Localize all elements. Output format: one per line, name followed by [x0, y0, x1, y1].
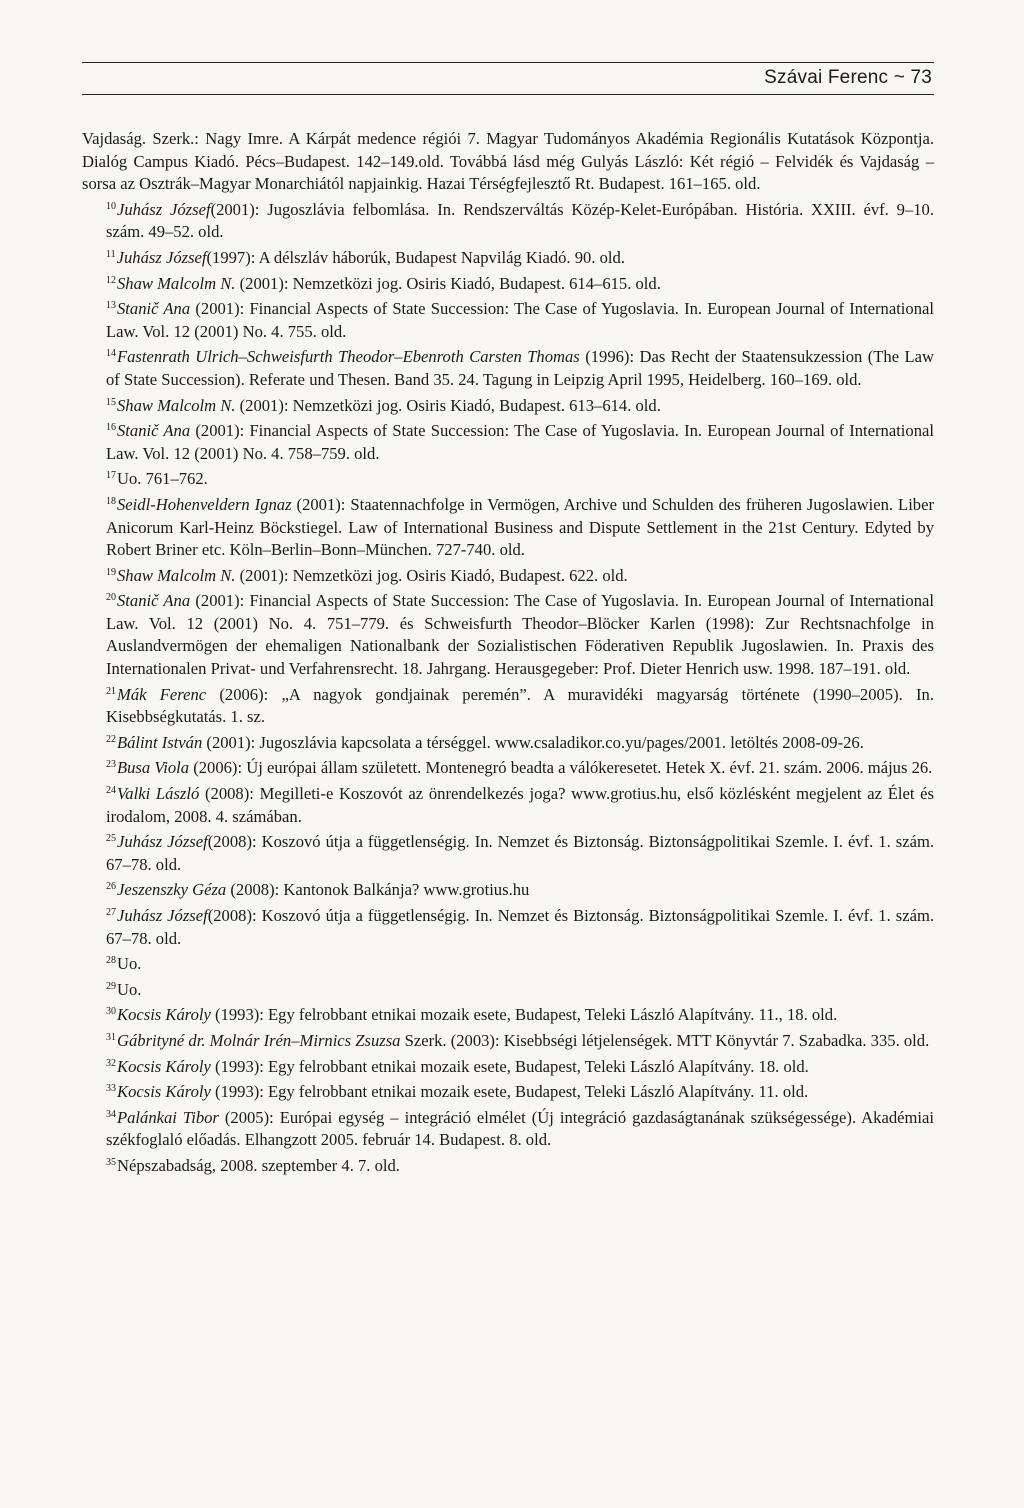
footnote-11: $^{11}$Juhász József(1997): A délszláv háborúk, Budapest Napvilág Kiadó. 90. old.: [106, 247, 625, 267]
footnote-16: $^{16}$Stanič Ana (2001): Financial Aspects of State Succession: The Case of Yugoslavia. In. European Journal of International Law. Vol. 12 (2001) No. 4. 758–759. old.: [106, 421, 934, 463]
header-text: Szávai Ferenc ~ 73: [764, 67, 932, 88]
footnote-17: $^{17}$Uo. 761–762.: [106, 469, 208, 489]
footnote-35: $^{35}$Népszabadság, 2008. szeptember 4. 7. old.: [106, 1155, 400, 1175]
footnote-10: $^{10}$Juhász József(2001): Jugoszlávia felbomlása. In. Rendszerváltás Közép-Kelet-Európában. História. XXIII. évf. 9–10. szám. 49–52. old.: [106, 199, 934, 242]
footnote-31: $^{31}$Gábrityné dr. Molnár Irén–Mirnics Zsuzsa Szerk. (2003): Kisebbségi létjelenségek. MTT Könyvtár 7. Szabadka. 335. old.: [106, 1030, 930, 1050]
footnote-24: $^{24}$Valki László (2008): Megilleti-e Koszovót az önrendelkezés joga? www.grotius.hu, első közlésként megjelent az Élet és irodalom, 2008. 4. számában.: [106, 784, 934, 826]
footnote-27: $^{27}$Juhász József(2008): Koszovó útja a függetlenségig. In. Nemzet és Biztonság. Biztonságpolitikai Szemle. I. évf. 1. szám. 67–78. old.: [106, 906, 934, 948]
footnote-32: $^{32}$Kocsis Károly (1993): Egy felrobbant etnikai mozaik esete, Budapest, Teleki László Alapítvány. 18. old.: [106, 1056, 809, 1076]
footnote-29: $^{29}$Uo.: [106, 979, 142, 999]
running-header: [82, 62, 934, 95]
footnote-26: $^{26}$Jeszenszky Géza (2008): Kantonok Balkánja? www.grotius.hu: [106, 880, 530, 900]
footnote-18: $^{18}$Seidl-Hohenveldern Ignaz (2001): Staatennachfolge in Vermögen, Archive und Schulden des früheren Jugoslawien. Liber Anicorum Karl-Heinz Böckstiegel. Law of International Business and Dispute Settlement in the 21st Century. Edyted by Robert Briner etc. Köln–Berlin–Bonn–München. 727-740. old.: [106, 494, 934, 560]
footnote-15: $^{15}$Shaw Malcolm N. (2001): Nemzetközi jog. Osiris Kiadó, Budapest. 613–614. old.: [106, 395, 661, 415]
footnote-22: $^{22}$Bálint István (2001): Jugoszlávia kapcsolata a térséggel. www.csaladikor.co.yu/pages/2001. letöltés 2008-09-26.: [106, 732, 864, 752]
footnote-20: $^{20}$Stanič Ana (2001): Financial Aspects of State Succession: The Case of Yugoslavia. In. European Journal of International Law. Vol. 12 (2001) No. 4. 751–779. és Schweisfurth Theodor–Blöcker Karlen (1998): Zur Rechtsnachfolge in Auslandvermögen der ehemaligen Nationalbank der Sozialistischen Föderativen Republik Jugoslawien. In. Praxis des Internationalen Privat- und Verfahrensrecht. 18. Jahrgang. Herausgegeber: Prof. Dieter Henrich usw. 1998. 187–191. old.: [106, 591, 934, 679]
footnote-33: $^{33}$Kocsis Károly (1993): Egy felrobbant etnikai mozaik esete, Budapest, Teleki László Alapítvány. 11. old.: [106, 1082, 809, 1102]
footnote-21: $^{21}$Mák Ferenc (2006): „A nagyok gondjainak peremén”. A muravidéki magyarság története (1990–2005). In. Kisebbségkutatás. 1. sz.: [106, 684, 934, 727]
footnote-13: $^{13}$Stanič Ana (2001): Financial Aspects of State Succession: The Case of Yugoslavia. In. European Journal of International Law. Vol. 12 (2001) No. 4. 755. old.: [106, 299, 934, 341]
footnote-12: $^{12}$Shaw Malcolm N. (2001): Nemzetközi jog. Osiris Kiadó, Budapest. 614–615. old.: [106, 273, 661, 293]
footnote-19: $^{19}$Shaw Malcolm N. (2001): Nemzetközi jog. Osiris Kiadó, Budapest. 622. old.: [106, 565, 628, 585]
footnote-25: $^{25}$Juhász József(2008): Koszovó útja a függetlenségig. In. Nemzet és Biztonság. Biztonságpolitikai Szemle. I. évf. 1. szám. 67–78. old.: [106, 832, 934, 874]
footnote-list: [82, 128, 934, 1178]
footnote-23: $^{23}$Busa Viola (2006): Új európai állam született. Montenegró beadta a válókeresetet. Hetek X. évf. 21. szám. 2006. május 26.: [106, 758, 933, 778]
footnote-34: $^{34}$Palánkai Tibor (2005): Európai egység – integráció elmélet (Új integráció gazdaságtanának szükségessége). Akadémiai székfoglaló előadás. Elhangzott 2005. február 14. Budapest. 8. old.: [106, 1107, 934, 1150]
footnote-14: $^{14}$Fastenrath Ulrich–Schweisfurth Theodor–Ebenroth Carsten Thomas (1996): Das Recht der Staatensukzession (The Law of State Succession). Referate und Thesen. Band 35. 24. Tagung in Leipzig April 1995, Heidelberg. 160–169. old.: [106, 347, 935, 389]
footnote-continuation: Vajdaság. Szerk.: Nagy Imre. A Kárpát medence régiói 7. Magyar Tudományos Akadémia Regionális Kutatások Központja. Dialóg Campus Kiadó. Pécs–Budapest. 142–149.old. Továbbá lásd még Gulyás László: Két régió – Felvidék és Vajdaság – sorsa az Osztrák–Magyar Monarchiától napjainkig. Hazai Térségfejlesztő Rt. Budapest. 161–165. old.: [82, 129, 934, 194]
footnote-28: $^{28}$Uo.: [106, 954, 142, 974]
footnote-30: $^{30}$Kocsis Károly (1993): Egy felrobbant etnikai mozaik esete, Budapest, Teleki László Alapítvány. 11., 18. old.: [106, 1005, 838, 1025]
